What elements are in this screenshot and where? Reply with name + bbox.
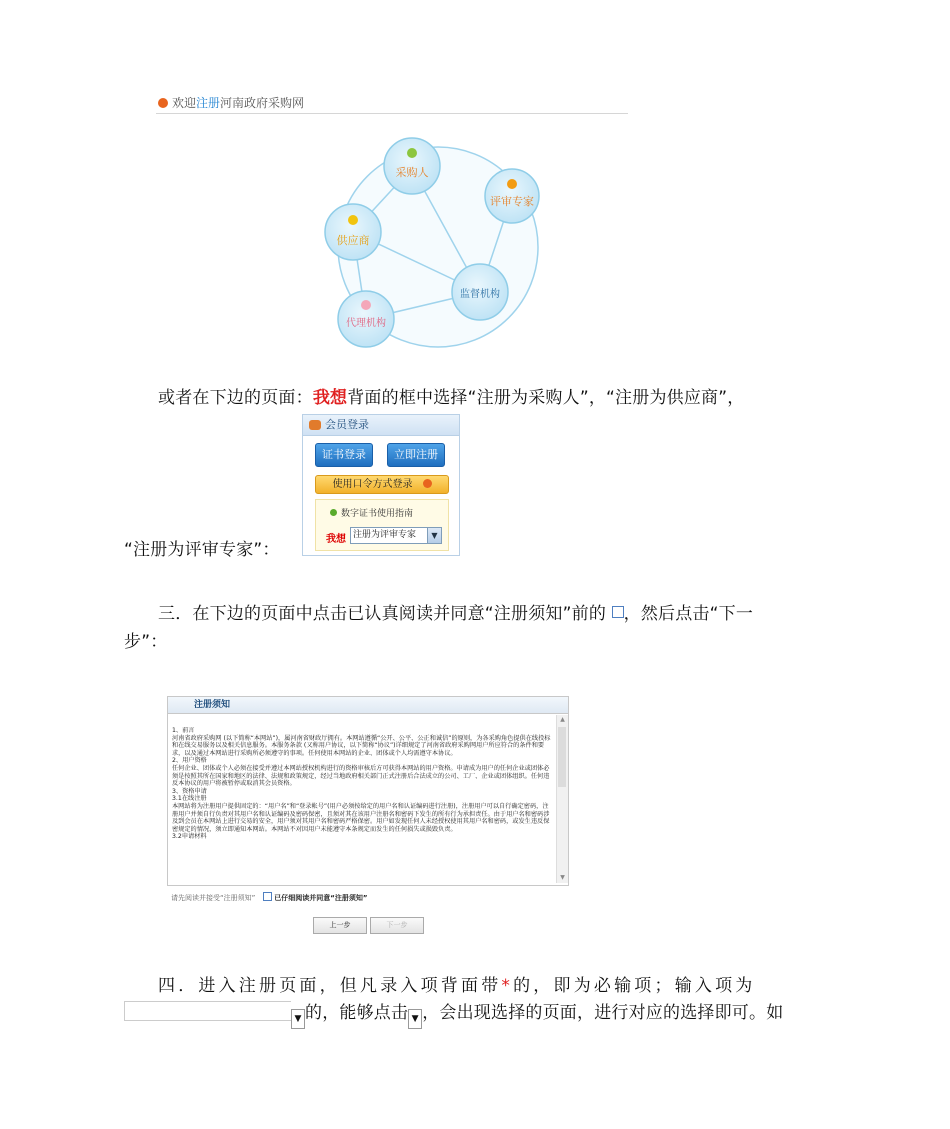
p3-text-d: ，会出现选择的页面，进行对应的选择即可。如 <box>422 1003 784 1023</box>
agree-checkbox[interactable] <box>263 892 272 901</box>
label-supervisor: 监督机构 <box>460 289 500 300</box>
para-3-line2 <box>124 999 844 1029</box>
p1-text-d: “注册为评审专家”： <box>124 540 280 560</box>
dropdown-icon-2: ▼ <box>408 1009 422 1029</box>
label-agency: 代理机构 <box>346 318 386 329</box>
welcome-bar <box>158 94 304 111</box>
label-expert: 评审专家 <box>490 195 534 208</box>
welcome-prefix: 欢迎 <box>172 96 197 110</box>
prev-step-button[interactable]: 上一步 <box>313 917 367 934</box>
register-now-button[interactable]: 立即注册 <box>387 443 445 467</box>
p3-text-c: 的，能够点击 <box>305 1003 409 1023</box>
p1-iwant: 我想 <box>312 388 348 408</box>
agree-row <box>171 892 367 903</box>
node-buyer <box>384 138 440 194</box>
next-step-button[interactable]: 下一步 <box>370 917 424 934</box>
pin-icon <box>158 98 168 108</box>
notice-scrollbar[interactable] <box>556 715 568 883</box>
registration-notice-box <box>167 696 569 886</box>
role-diagram <box>318 132 550 356</box>
chevron-down-icon[interactable]: ▼ <box>427 528 441 543</box>
p3-text-a: 四．进入注册页面，但凡录入项背面带 <box>158 976 502 996</box>
otp-label: 使用口令方式登录 <box>332 479 413 490</box>
para-2 <box>158 600 848 628</box>
cert-login-button[interactable]: 证书登录 <box>315 443 373 467</box>
divider <box>156 113 628 114</box>
scroll-down-icon[interactable]: ▼ <box>560 874 565 881</box>
node-expert <box>485 169 539 223</box>
p1-text-a: 或者在下边的页面： <box>158 388 313 408</box>
member-login-box <box>302 414 460 556</box>
node-supplier <box>325 204 381 260</box>
agree-label: 已仔细阅读并同意“注册须知” <box>274 894 368 902</box>
checkbox-icon <box>612 606 624 618</box>
sample-input-box <box>124 1001 291 1021</box>
p1-text-c: 背面的框中选择“注册为采购人”，“注册为供应商”， <box>347 388 745 408</box>
dropdown-icon: ▼ <box>291 1009 305 1029</box>
login-header <box>303 415 459 436</box>
bullet-icon <box>330 509 337 516</box>
select-value: 注册为评审专家 <box>353 530 417 540</box>
required-star: * <box>501 976 514 996</box>
notice-title: 注册须知 <box>168 697 568 714</box>
p2-text-c: 步”： <box>124 632 168 652</box>
para-3 <box>158 972 848 1000</box>
notice-body: 1、前言 河南省政府采购网 (以下简称“本网站”)，属河南省财政厅拥有。本网站遵循“公开、公平、公正和诚信”的原则，为各采购角色提供在线投标和在线交易服务以及相关信息服务。本服务条款 (又称用户协议，以下简称“协议”)详细规定了河南省政府采购网用户所应符合的条件和要求，以及通过本网站进行采购所必须遵守的事项。任何使用本网站的企业、团体或个人均需遵守本协议。 2、用户资格 任何企业、团体或个人必须在接受并遵过本网站授权机构进行的资格审核后方可获得本网站的用户资格。申请成为用户的任何企业或团体必须是按照其所在国家和地区的法律、法规和政策规定，经过当地政府相关部门正式注册后合法成立的公司、工厂、企业或团体组织。任何违反本协议的用户将被暂停或取消其会员资格。 3、资格申请 3.1在线注册 本网站将为注册用户提供固定的：“用户名”和“登录帐号”(用户必须按给定的用户名和认证编码进行注册)，注册用户可以自行确定密码，注册用户并须自行负责对其用户名和认证编码及密码保密，且须对其在该用户注册名和密码下发生的所有行为承担责任。由于用户名和密码涉及到会员在本网站上进行交易的安全，用户须对其用户名和密码严格保密。用户如发现任何人未经授权使用其用户名和密码，或发生违反保密规定的情况，须立即通知本网站。本网站不对因用户未能遵守本条规定而发生的任何损失或损毁负责。 3.2申请材料 <box>172 727 551 841</box>
register-type-select[interactable] <box>350 527 442 544</box>
agree-hint: 请先阅读并接受“注册须知” <box>171 894 256 902</box>
login-inner-panel <box>315 499 449 551</box>
cert-guide-link[interactable] <box>330 506 413 519</box>
label-buyer: 采购人 <box>395 166 429 179</box>
label-supplier: 供应商 <box>336 234 370 247</box>
members-icon <box>309 420 321 430</box>
iwant-label: 我想 <box>326 534 346 545</box>
password-login-button[interactable] <box>315 475 449 494</box>
node-agency <box>338 291 394 347</box>
scroll-thumb[interactable] <box>558 727 566 787</box>
para-1 <box>158 384 848 412</box>
arrow-icon <box>423 479 432 488</box>
guide-label: 数字证书使用指南 <box>341 509 414 519</box>
p3-text-b: 的，即为必输项；输入项为 <box>513 976 756 996</box>
node-supervisor <box>452 264 508 320</box>
register-link[interactable]: 注册 <box>196 96 221 110</box>
p2-text-b: ，然后点击“下一 <box>623 604 754 624</box>
login-title: 会员登录 <box>325 418 369 431</box>
p2-text-a: 三．在下边的页面中点击已认真阅读并同意“注册须知”前的 <box>158 604 607 624</box>
site-name: 河南政府采购网 <box>220 96 305 110</box>
scroll-up-icon[interactable]: ▲ <box>560 716 565 723</box>
